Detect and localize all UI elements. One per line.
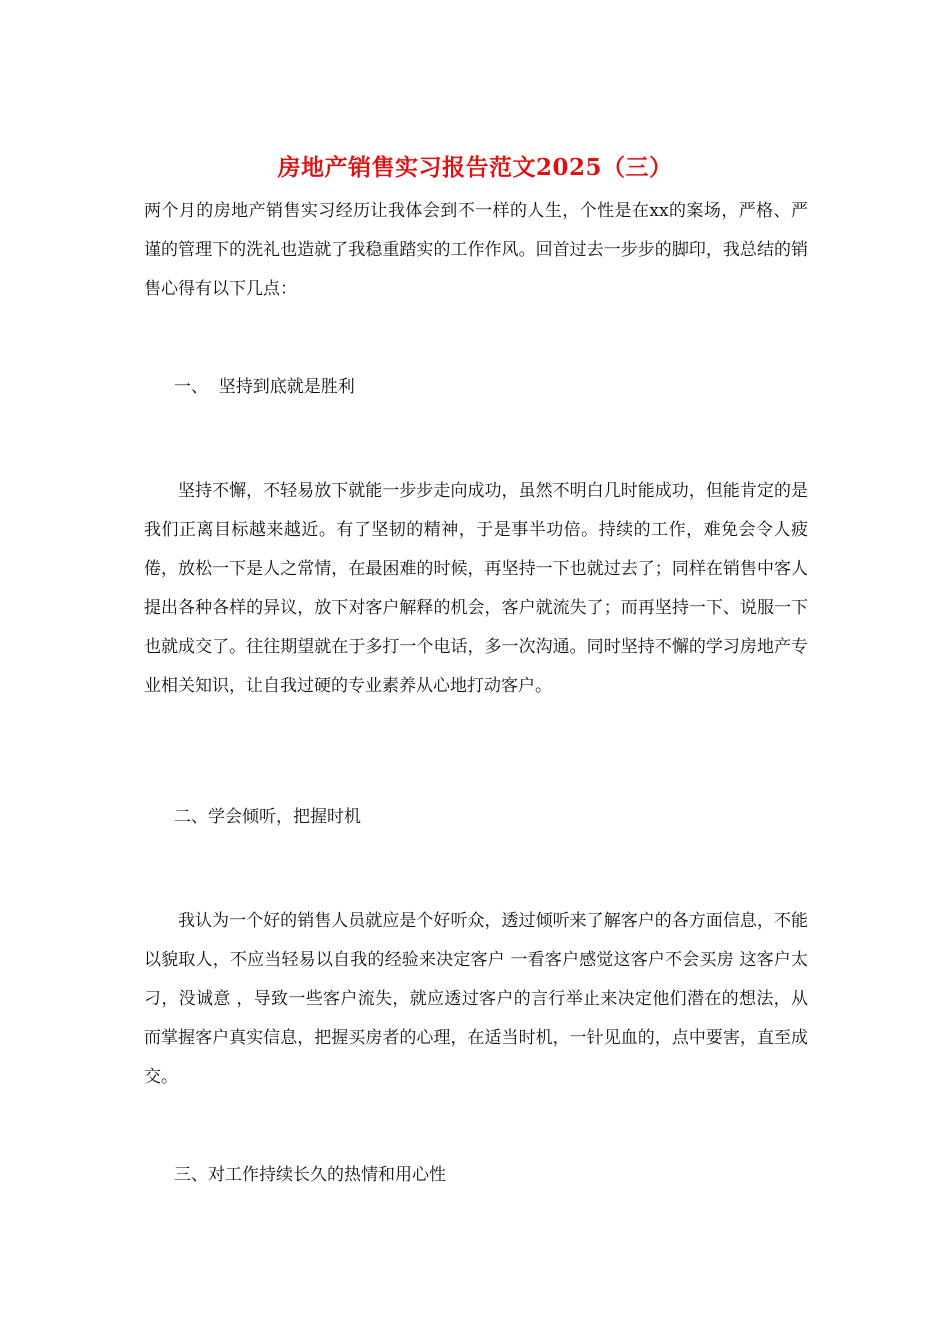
section-heading-3: 三、对工作持续长久的热情和用心性 [174,1165,446,1185]
section-heading-1: 一、 坚持到底就是胜利 [174,377,355,397]
document-title: 房地产销售实习报告范文2025（三） [277,154,673,181]
section-body-2: 我认为一个好的销售人员就应是个好听众，透过倾听来了解客户的各方面信息，不能以貌取人，不应当轻易以自我的经验来决定客户 一看客户感觉这客户不会买房 这客户太刁，没诚意 ，导致一些客户流失，就应透过客户的言行举止来决定他们潜在的想法，从而掌握客户真实信息，把握买房者的心理，在适当时机，一针见血的，点中要害，直至成交。 [144,911,808,1087]
section-heading-2: 二、学会倾听，把握时机 [174,807,361,827]
section-body-1: 坚持不懈，不轻易放下就能一步步走向成功，虽然不明白几时能成功，但能肯定的是我们正离目标越来越近。有了坚韧的精神，于是事半功倍。持续的工作，难免会令人疲倦，放松一下是人之常情，在最困难的时候，再坚持一下也就过去了；同样在销售中客人提出各种各样的异议，放下对客户解释的机会，客户就流失了；而再坚持一下、说服一下也就成交了。往往期望就在于多打一个电话，多一次沟通。同时坚持不懈的学习房地产专业相关知识，让自我过硬的专业素养从心地打动客户。 [144,481,808,696]
intro-paragraph: 两个月的房地产销售实习经历让我体会到不一样的人生，个性是在xx的案场，严格、严谨的管理下的洗礼也造就了我稳重踏实的工作作风。回首过去一步步的脚印，我总结的销售心得有以下几点： [144,201,808,299]
